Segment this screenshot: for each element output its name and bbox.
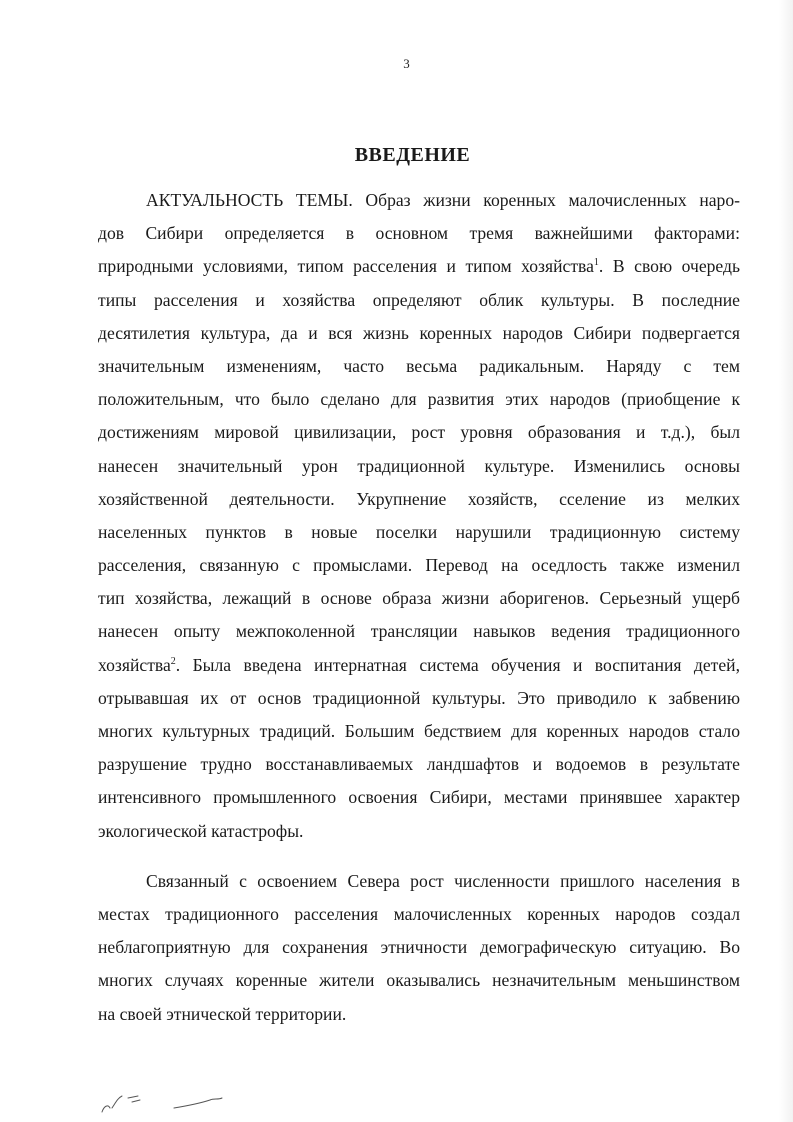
- line-text: хозяйства: [98, 654, 171, 675]
- paragraph-2-line: на своей этнической территории.: [98, 1003, 347, 1024]
- paragraph-1-line: положительным, что было сделано для развития этих народов (приобщение к: [98, 389, 740, 410]
- paragraph-1-line: десятилетия культура, да и вся жизнь коренных народов Сибири подвергается: [98, 322, 740, 343]
- paragraph-1-line: [98, 250, 740, 283]
- page-edge-shadow: [779, 0, 793, 1122]
- page-number: 3: [403, 56, 410, 71]
- paragraph-1-line: отрывавшая их от основ традиционной культуры. Это приводило к забвению: [98, 687, 740, 708]
- footnote-marker: 2: [170, 655, 176, 667]
- section-title: ВВЕДЕНИЕ: [354, 144, 471, 166]
- paragraph-1-line: достижениям мировой цивилизации, рост уровня образования и т.д.), был: [98, 422, 740, 443]
- paragraph-1-line: нанесен опыту межпоколенной трансляции навыков ведения традиционного: [98, 621, 740, 642]
- paragraph-2-line: многих случаях коренные жители оказывались незначительным меньшинством: [98, 970, 740, 991]
- paragraph-1-line: интенсивного промышленного освоения Сибири, местами принявшее характер: [98, 787, 740, 808]
- paragraph-2-line: Связанный с освоением Севера рост численности пришлого населения в: [146, 870, 740, 891]
- footnote-marker: 1: [593, 257, 599, 269]
- paragraph-2-line: местах традиционного расселения малочисленных коренных народов создал: [98, 903, 740, 924]
- paragraph-1-line: значительным изменениям, часто весьма радикальным. Наряду с тем: [98, 355, 740, 376]
- paragraph-1-line: экологической катастрофы.: [98, 820, 304, 841]
- body-text: [98, 184, 740, 1031]
- paragraph-1-line: хозяйственной деятельности. Укрупнение хозяйств, сселение из мелких: [98, 488, 740, 509]
- paragraph-1-line: дов Сибири определяется в основном тремя важнейшими факторами:: [98, 223, 740, 244]
- paragraph-1-line: АКТУАЛЬНОСТЬ ТЕМЫ. Образ жизни коренных малочисленных наро-: [146, 190, 740, 210]
- paragraph-1-line: разрушение трудно восстанавливаемых ландшафтов и водоемов в результате: [98, 754, 740, 775]
- line-text: . В свою очередь: [598, 256, 740, 277]
- paragraph-1-line: тип хозяйства, лежащий в основе образа жизни аборигенов. Серьезный ущерб: [98, 588, 740, 609]
- handwritten-mark: [98, 1078, 248, 1118]
- paragraph-gap: [98, 848, 740, 865]
- paragraph-1-line: расселения, связанную с промыслами. Перевод на оседлость также изменил: [98, 555, 740, 576]
- paragraph-1-line: типы расселения и хозяйства определяют облик культуры. В последние: [98, 289, 740, 310]
- paragraph-1-line: [98, 649, 740, 682]
- paragraph-1-line: нанесен значительный урон традиционной культуре. Изменились основы: [98, 455, 740, 476]
- paragraph-2-line: неблагоприятную для сохранения этничности демографическую ситуацию. Во: [98, 937, 740, 958]
- paragraph-1-line: населенных пунктов в новые поселки нарушили традиционную систему: [98, 521, 740, 542]
- paragraph-1-line: многих культурных традиций. Большим бедствием для коренных народов стало: [98, 721, 740, 741]
- line-text: . Была введена интернатная система обучения и воспитания детей,: [175, 654, 740, 675]
- line-text: природными условиями, типом расселения и типом хозяйства: [98, 256, 594, 277]
